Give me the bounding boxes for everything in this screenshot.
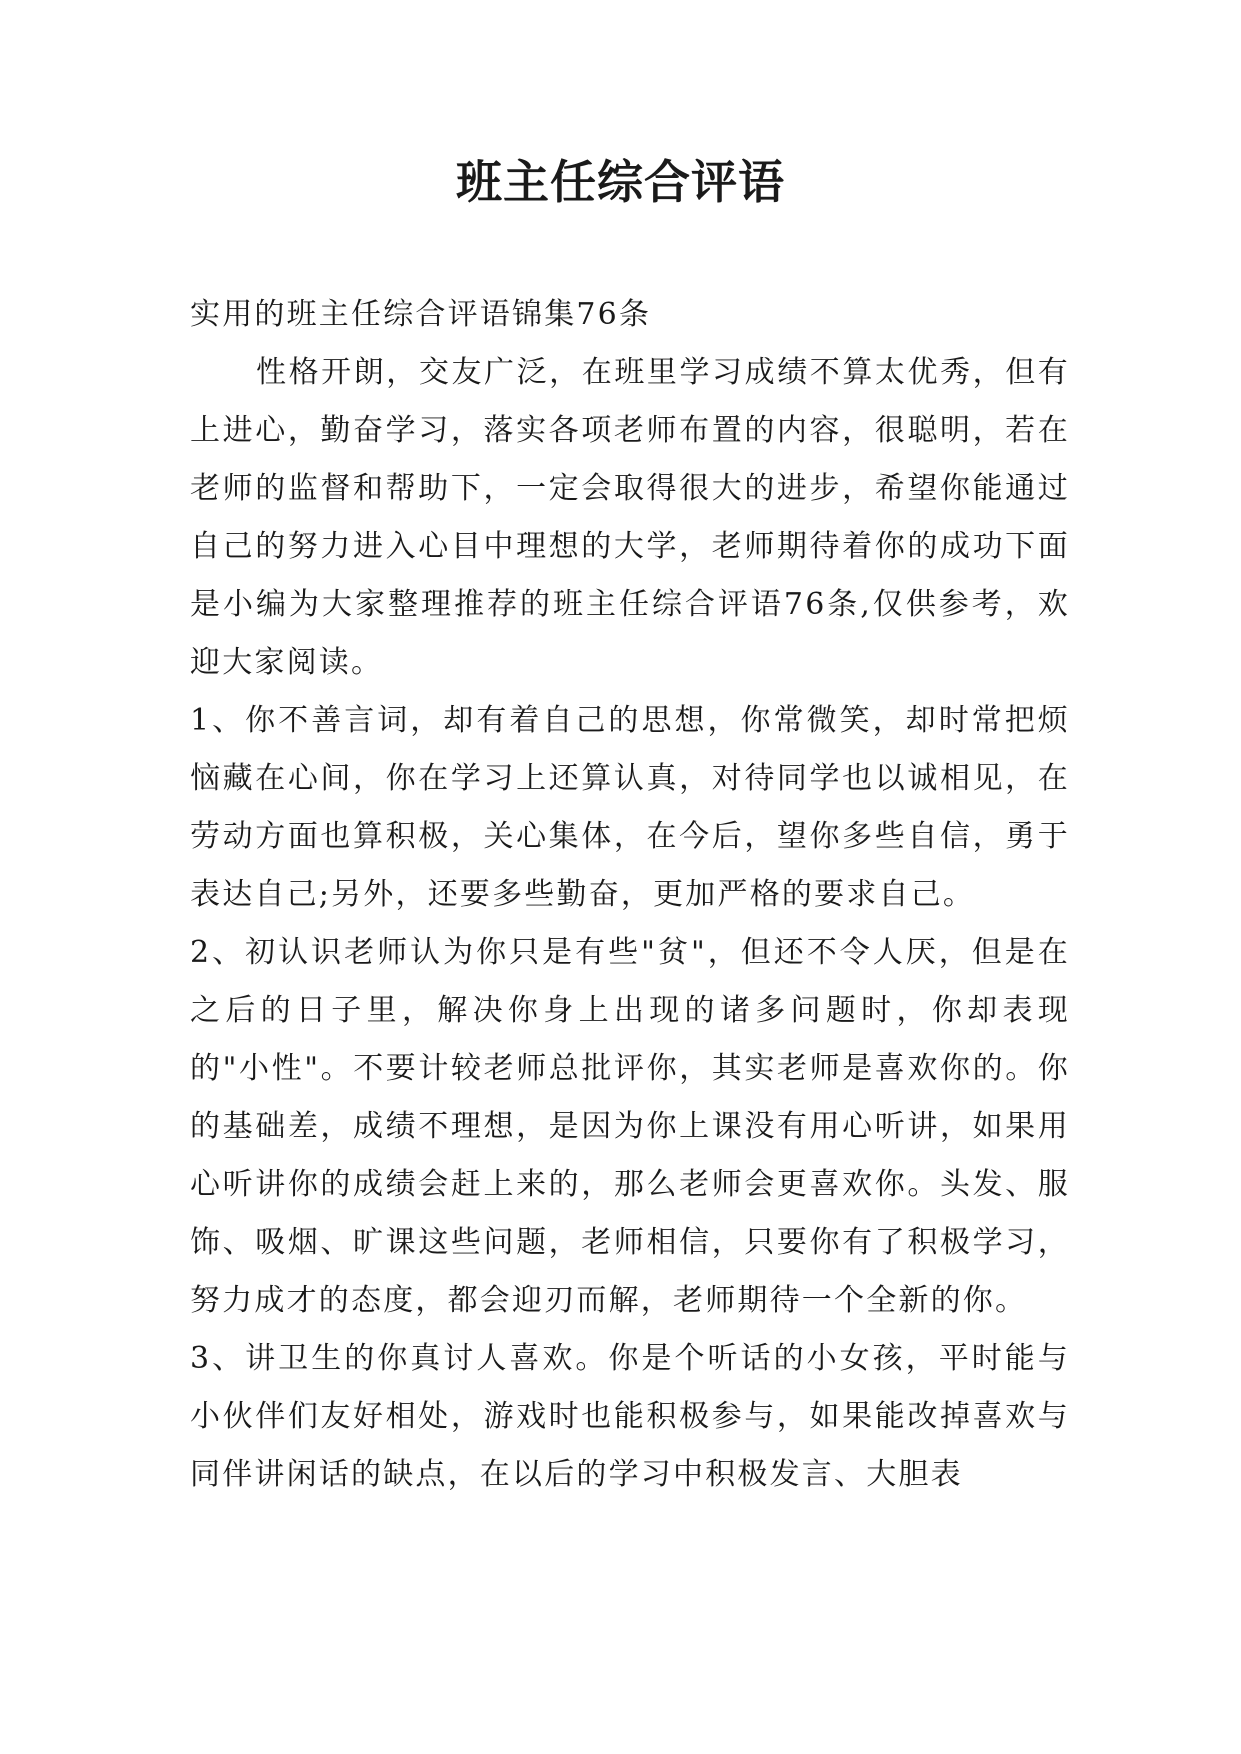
- document-title: 班主任综合评语: [456, 155, 785, 209]
- document-body: [190, 286, 1070, 1504]
- subtitle-paragraph: 实用的班主任综合评语锦集76条: [190, 297, 652, 332]
- intro-paragraph: 性格开朗，交友广泛，在班里学习成绩不算太优秀，但有上进心，勤奋学习，落实各项老师布置的内容，很聪明，若在老师的监督和帮助下，一定会取得很大的进步，希望你能通过自己的努力进入心目中理想的大学，老师期待着你的成功下面是小编为大家整理推荐的班主任综合评语76条,仅供参考，欢迎大家阅读。: [190, 355, 1070, 680]
- comment-paragraph-2: 2、初认识老师认为你只是有些"贫"，但还不令人厌，但是在之后的日子里，解决你身上出现的诸多问题时，你却表现的"小性"。不要计较老师总批评你，其实老师是喜欢你的。你的基础差，成绩不理想，是因为你上课没有用心听讲，如果用心听讲你的成绩会赶上来的，那么老师会更喜欢你。头发、服饰、吸烟、旷课这些问题，老师相信，只要你有了积极学习，努力成才的态度，都会迎刃而解，老师期待一个全新的你。: [190, 935, 1070, 1318]
- comment-paragraph-1: 1、你不善言词，却有着自己的思想，你常微笑，却时常把烦恼藏在心间，你在学习上还算认真，对待同学也以诚相见，在劳动方面也算积极，关心集体，在今后，望你多些自信，勇于表达自己;另外，还要多些勤奋，更加严格的要求自己。: [190, 703, 1070, 912]
- comment-paragraph-3: 3、讲卫生的你真讨人喜欢。你是个听话的小女孩，平时能与小伙伴们友好相处，游戏时也能积极参与，如果能改掉喜欢与同伴讲闲话的缺点，在以后的学习中积极发言、大胆表: [190, 1341, 1070, 1492]
